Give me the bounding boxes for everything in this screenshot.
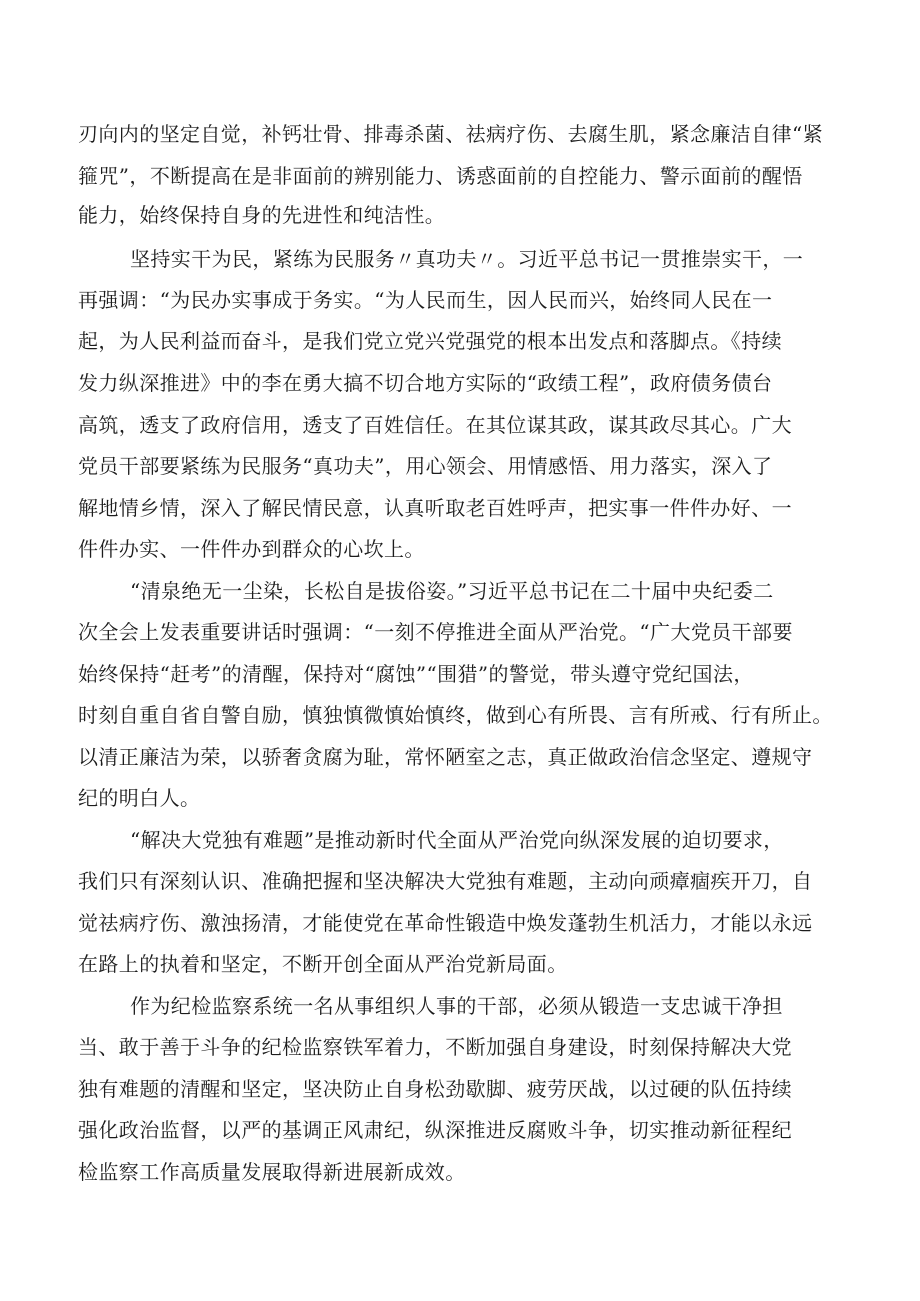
text-line: 以清正廉洁为荣，以骄奢贪腐为耻，常怀陋室之志，真正做政治信念坚定、遵规守 [78,745,813,769]
text-line: 再强调：“为民办实事成于务实。“为人民而生，因人民而兴，始终同人民在一 [78,288,773,312]
text-line: 刃向内的坚定自觉，补钙壮骨、排毒杀菌、祛病疗伤、去腐生肌，紧念廉洁自律“紧 [78,122,824,146]
text-line: 高筑，透支了政府信用，透支了百姓信任。在其位谋其政，谋其政尽其心。广大 [78,413,792,437]
text-line: 觉祛病疗伤、激浊扬清，才能使党在革命性锻造中焕发蓬勃生机活力，才能以永远 [78,911,813,935]
text-line: 次全会上发表重要讲话时强调：“一刻不停推进全面从严治党。“广大党员干部要 [78,620,793,644]
text-line: 发力纵深推进》中的李在勇大搞不切合地方实际的“政绩工程”，政府债务债台 [78,371,773,395]
text-line: 坚持实干为民，紧练为民服务〃真功夫〃。习近平总书记一贯推崇实干，一 [130,247,804,271]
text-line: “解决大党独有难题”是推动新时代全面从严治党向纵深发展的迫切要求， [130,828,784,852]
text-line: 强化政治监督，以严的基调正风肃纪，纵深推进反腐败斗争，切实推动新征程纪 [78,1118,792,1142]
text-line: 党员干部要紧练为民服务“真功夫”，用心领会、用情感悟、用力落实，深入了 [78,454,773,478]
text-line: 独有难题的清醒和坚定，坚决防止自身松劲歇脚、疲劳厌战，以过硬的队伍持续 [78,1077,792,1101]
text-line: 解地情乡情，深入了解民情民意，认真听取老百姓呼声，把实事一件件办好、一 [78,496,792,520]
text-line: 在路上的执着和坚定，不断开创全面从严治党新局面。 [78,952,568,976]
text-line: 我们只有深刻认识、准确把握和坚决解决大党独有难题，主动向顽瘴痼疾开刀，自 [78,869,813,893]
text-line: 作为纪检监察系统一名从事组织人事的干部，必须从锻造一支忠诚干净担 [130,994,783,1018]
text-line: 箍咒”，不断提高在是非面前的辨别能力、诱惑面前的自控能力、警示面前的醒悟 [78,164,803,188]
text-line: 当、敢于善于斗争的纪检监察铁军着力，不断加强自身建设，时刻保持解决大党 [78,1035,792,1059]
text-line: 纪的明白人。 [78,786,201,810]
text-line: 能力，始终保持自身的先进性和纯洁性。 [78,203,446,227]
text-line: 始终保持“赶考”的清醒，保持对“腐蚀”“围猎”的警觉，带头遵守党纪国法， [78,662,754,686]
text-line: “清泉绝无一尘染，长松自是拔俗姿。”习近平总书记在二十届中央纪委二 [130,579,774,603]
text-line: 时刻自重自省自警自励，慎独慎微慎始慎终，做到心有所畏、言有所戒、行有所止。 [78,703,833,727]
text-line: 件件办实、一件件办到群众的心坎上。 [78,537,425,561]
text-line: 检监察工作高质量发展取得新进展新成效。 [78,1160,466,1184]
text-line: 起，为人民利益而奋斗，是我们党立党兴党强党的根本出发点和落脚点。《持续 [78,329,782,353]
